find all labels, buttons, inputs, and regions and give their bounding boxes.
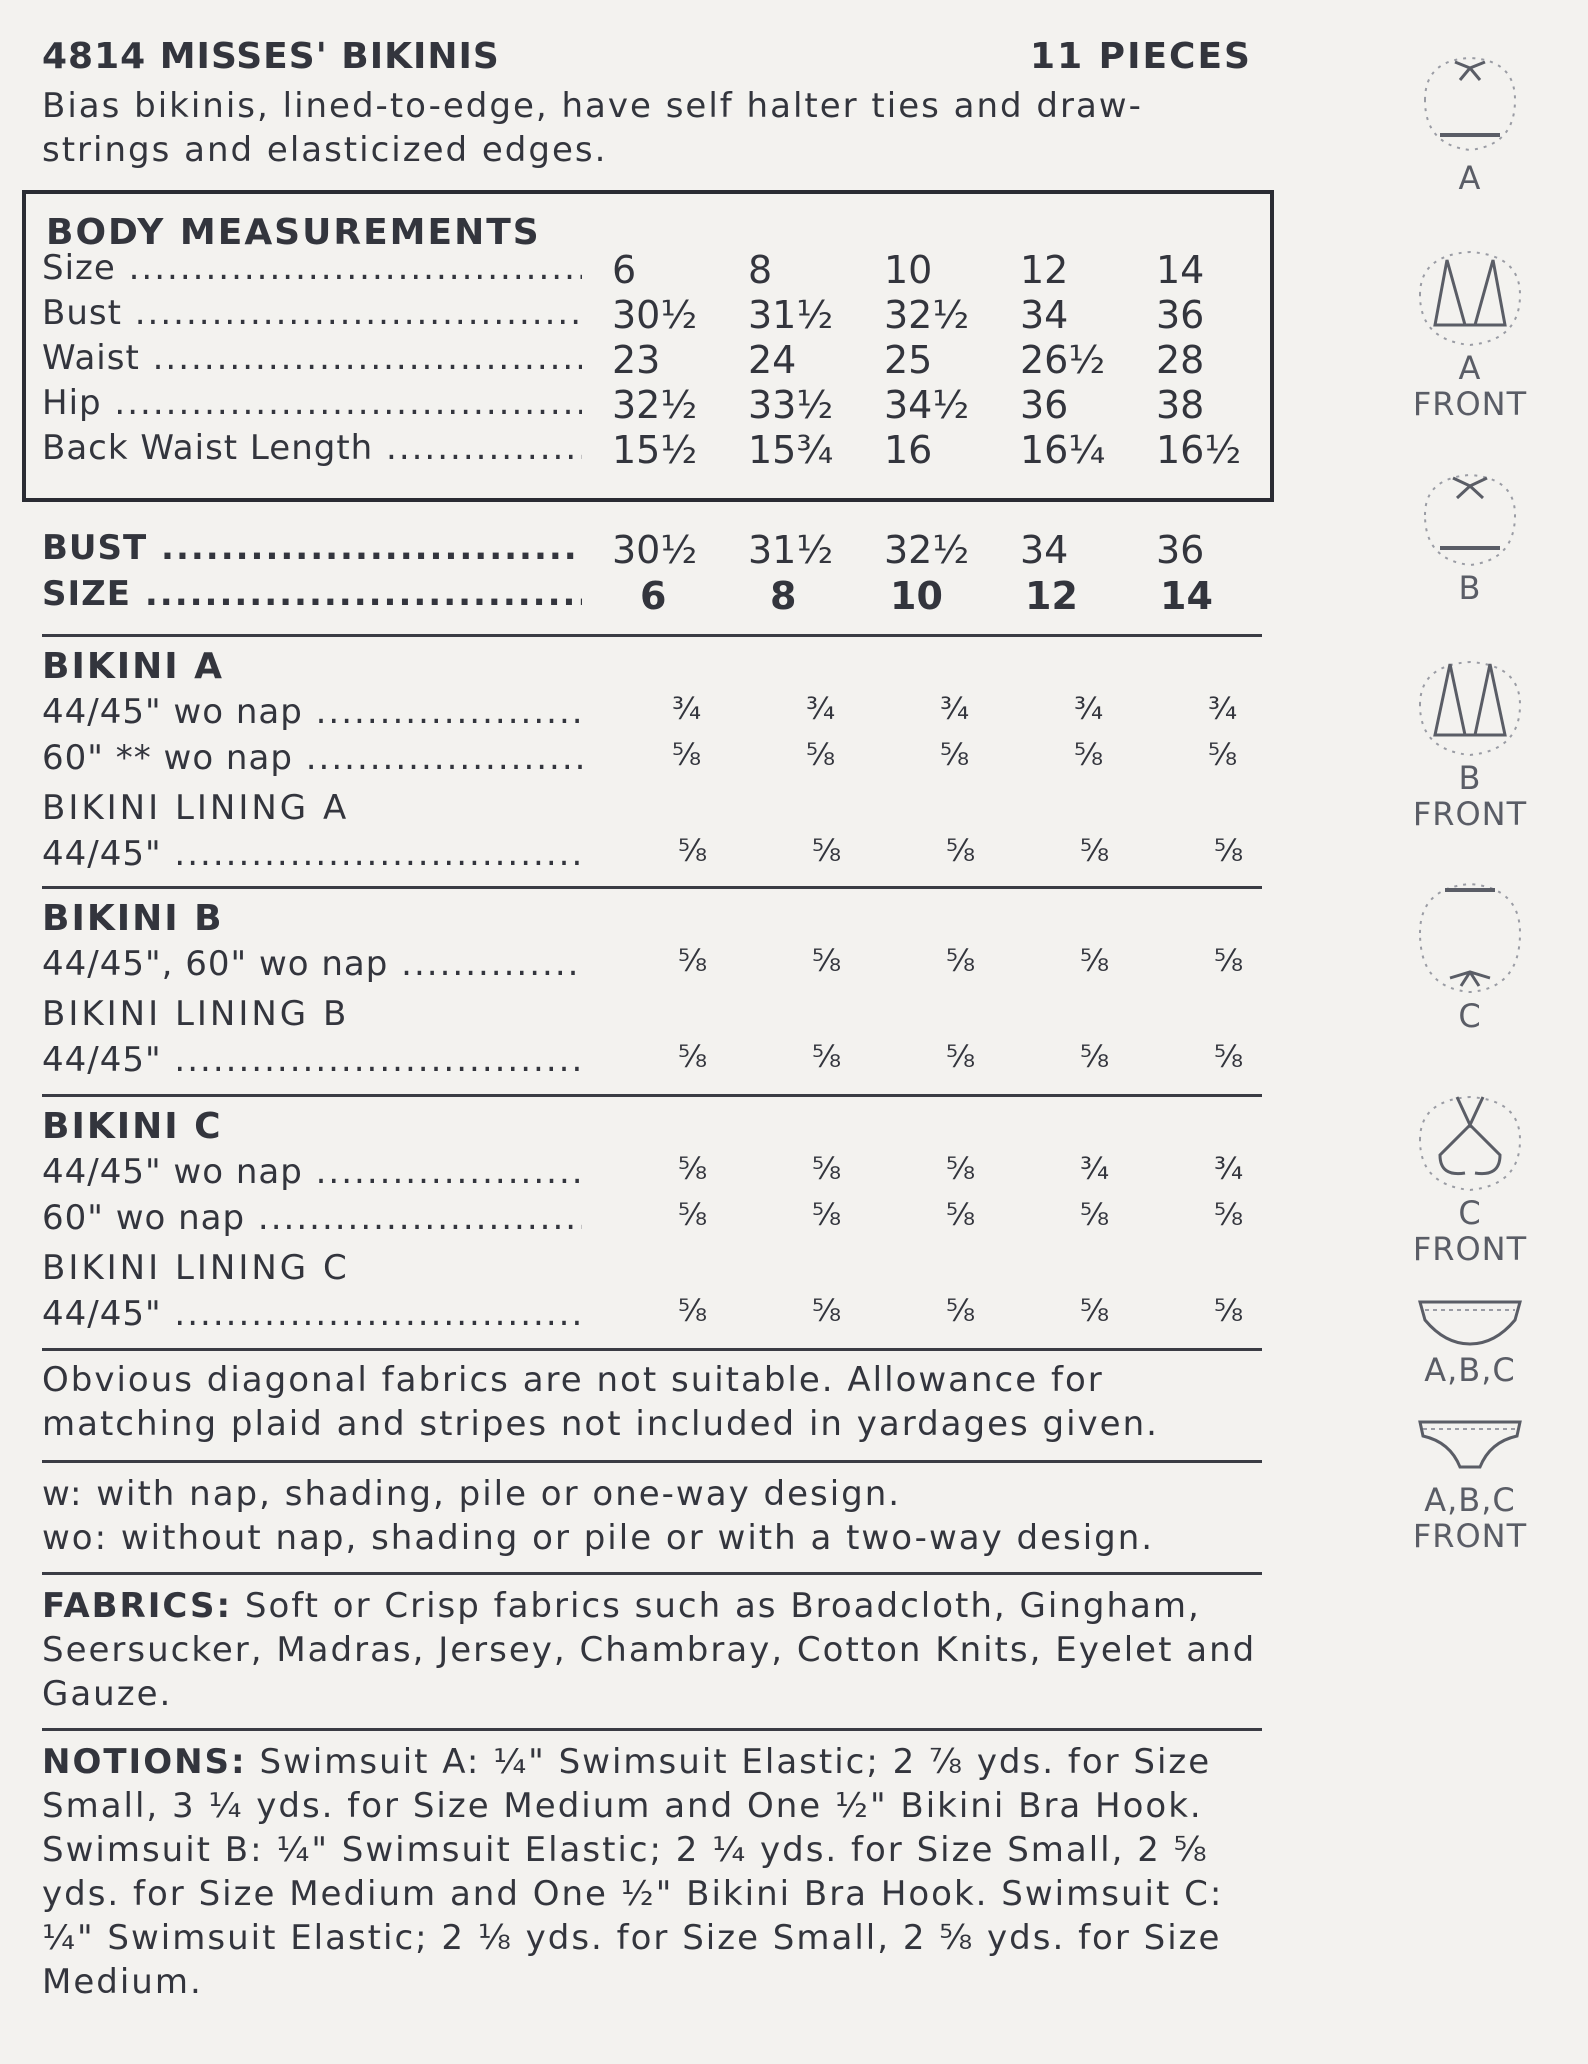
yardage-value: ¾: [672, 692, 702, 727]
yardage-value: ⅝: [946, 1152, 976, 1187]
bikini-b-title: BIKINI B: [42, 898, 224, 939]
size-chart-value: 32½: [884, 528, 970, 572]
yardage-value: ⅝: [1080, 1294, 1110, 1329]
sketch-label-front: FRONT: [1412, 1517, 1528, 1555]
bm-value: 25: [884, 338, 933, 382]
yardage-value: ⅝: [812, 1294, 842, 1329]
sketch-abc-bottom-front: [1390, 1412, 1550, 1554]
bm-value: 14: [1156, 248, 1205, 292]
yardage-value: ⅝: [678, 1198, 708, 1233]
yardage-label: 60" ** wo nap .....: [42, 738, 582, 778]
yardage-value: ⅝: [1080, 944, 1110, 979]
bm-value: 28: [1156, 338, 1205, 382]
bm-row-back-waist-length: [0, 428, 1280, 472]
bm-value: 6: [612, 248, 637, 292]
nap-definition-wo: wo: without nap, shading or pile or with a two-way design.: [42, 1518, 1155, 1558]
size-chart-value: 31½: [748, 528, 834, 572]
yardage-row: [0, 834, 1280, 878]
divider: [42, 1460, 1262, 1463]
bm-value: 34: [1020, 293, 1069, 337]
yardage-value: ⅝: [812, 1152, 842, 1187]
sketch-label-front: FRONT: [1412, 385, 1528, 423]
yardage-row: [0, 944, 1280, 988]
nap-definition-w: w: with nap, shading, pile or one-way design.: [42, 1474, 902, 1514]
bm-value: 16: [884, 428, 933, 472]
sketch-label: C: [1458, 1194, 1482, 1232]
yardage-value: ¾: [1074, 692, 1104, 727]
yardage-value: ⅝: [1074, 738, 1104, 773]
bikini-bottom-back-icon: [1395, 1292, 1545, 1352]
yardage-value: ⅝: [678, 1152, 708, 1187]
bm-value: 38: [1156, 383, 1205, 427]
yardage-value: ¾: [806, 692, 836, 727]
sketch-c-back: [1390, 868, 1550, 1034]
bikini-top-back-icon: [1395, 460, 1545, 570]
size-chart-value: 8: [770, 574, 797, 618]
sketch-label: A,B,C: [1424, 1481, 1516, 1519]
size-chart-label: BUST .....: [42, 528, 582, 568]
divider: [42, 1572, 1262, 1575]
bm-value: 24: [748, 338, 797, 382]
yardage-value: ⅝: [946, 944, 976, 979]
bm-label: Waist .....: [42, 338, 582, 378]
bm-value: 36: [1020, 383, 1069, 427]
yardage-value: ⅝: [946, 834, 976, 869]
bm-value: 32½: [884, 293, 970, 337]
bikini-a-title: BIKINI A: [42, 646, 225, 687]
bikini-lining-c-title: BIKINI LINING C: [42, 1248, 350, 1288]
bm-row-size: [0, 248, 1280, 292]
divider: [42, 1094, 1262, 1097]
bm-label: Hip .....: [42, 383, 582, 423]
divider: [42, 634, 1262, 637]
yardage-row: [0, 738, 1280, 782]
sketch-b-back: [1390, 460, 1550, 606]
yardage-value: ⅝: [812, 1198, 842, 1233]
yardage-value: ⅝: [946, 1294, 976, 1329]
yardage-value: ⅝: [678, 944, 708, 979]
yardage-label: 44/45" .....: [42, 834, 582, 874]
yardage-row: [0, 1294, 1280, 1338]
bm-value: 8: [748, 248, 773, 292]
yardage-value: ⅝: [1214, 1294, 1244, 1329]
yardage-label: 44/45" .....: [42, 1294, 582, 1334]
bm-value: 16½: [1156, 428, 1242, 472]
diagonal-fabric-note: Obvious diagonal fabrics are not suitable. Allowance for matching plaid and stripes not included in yardages given.: [42, 1360, 1159, 1444]
fabrics-text: Soft or Crisp fabrics such as Broadcloth, Gingham, Seersucker, Madras, Jersey, Chambray, Cotton Knits, Eyelet and Gauze.: [42, 1586, 1257, 1714]
yardage-value: ⅝: [1080, 834, 1110, 869]
sketch-label: B: [1458, 569, 1482, 607]
yardage-label: 44/45" wo nap .....: [42, 1152, 582, 1192]
size-chart-value: 30½: [612, 528, 698, 572]
bm-value: 33½: [748, 383, 834, 427]
size-chart-value: 12: [1025, 574, 1078, 618]
size-chart-value: 6: [640, 574, 667, 618]
yardage-value: ¾: [940, 692, 970, 727]
bikini-top-back-icon: [1395, 868, 1545, 998]
yardage-value: ⅝: [1214, 1198, 1244, 1233]
bikini-bottom-front-icon: [1395, 1412, 1545, 1482]
sketch-label: A,B,C: [1424, 1351, 1516, 1389]
notions-section: [42, 1740, 1257, 2004]
size-chart-bust-row: [0, 528, 1280, 572]
size-chart-value: 34: [1020, 528, 1069, 572]
yardage-value: ⅝: [946, 1198, 976, 1233]
yardage-label: 44/45" .....: [42, 1040, 582, 1080]
bm-value: 34½: [884, 383, 970, 427]
size-chart-size-row: [0, 574, 1280, 618]
bm-row-bust: [0, 293, 1280, 337]
bikini-c-title: BIKINI C: [42, 1106, 223, 1147]
yardage-value: ⅝: [806, 738, 836, 773]
size-chart-value: 14: [1160, 574, 1213, 618]
bikini-lining-a-title: BIKINI LINING A: [42, 788, 350, 828]
divider: [42, 1348, 1262, 1351]
yardage-row: [0, 1198, 1280, 1242]
bikini-top-front-icon: [1395, 240, 1545, 350]
sketch-a-back: [1390, 40, 1550, 196]
yardage-value: ¾: [1208, 692, 1238, 727]
sketch-label-front: FRONT: [1412, 1230, 1528, 1268]
yardage-row: [0, 1040, 1280, 1084]
sketch-b-front: [1390, 650, 1550, 832]
bm-value: 10: [884, 248, 933, 292]
pattern-title: 4814 MISSES' BIKINIS: [42, 36, 500, 77]
size-chart-value: 10: [890, 574, 943, 618]
sketch-label: B: [1458, 759, 1482, 797]
yardage-value: ⅝: [672, 738, 702, 773]
yardage-value: ⅝: [678, 1294, 708, 1329]
sketch-label: C: [1458, 997, 1482, 1035]
yardage-value: ⅝: [946, 1040, 976, 1075]
bm-value: 36: [1156, 293, 1205, 337]
bm-value: 31½: [748, 293, 834, 337]
bm-row-waist: [0, 338, 1280, 382]
bm-value: 32½: [612, 383, 698, 427]
sketch-abc-bottom-back: [1390, 1292, 1550, 1388]
yardage-label: 60" wo nap .....: [42, 1198, 582, 1238]
bikini-lining-b-title: BIKINI LINING B: [42, 994, 350, 1034]
size-chart-value: 36: [1156, 528, 1205, 572]
yardage-value: ⅝: [1080, 1198, 1110, 1233]
bm-value: 15½: [612, 428, 698, 472]
sketch-label: A: [1458, 159, 1482, 197]
yardage-value: ⅝: [678, 834, 708, 869]
yardage-value: ⅝: [1214, 1040, 1244, 1075]
yardage-label: 44/45" wo nap .....: [42, 692, 582, 732]
yardage-value: ⅝: [1214, 944, 1244, 979]
bm-label: Bust .....: [42, 293, 582, 333]
yardage-value: ¾: [1214, 1152, 1244, 1187]
bm-value: 23: [612, 338, 661, 382]
yardage-value: ¾: [1080, 1152, 1110, 1187]
yardage-value: ⅝: [940, 738, 970, 773]
bm-label: Size .....: [42, 248, 582, 288]
sketch-c-front: [1390, 1085, 1550, 1267]
fabrics-section: [42, 1584, 1257, 1716]
bm-value: 15¾: [748, 428, 834, 472]
yardage-value: ⅝: [678, 1040, 708, 1075]
notions-label: NOTIONS:: [42, 1742, 247, 1782]
bikini-top-back-icon: [1395, 40, 1545, 160]
fabrics-label: FABRICS:: [42, 1586, 233, 1626]
yardage-value: ⅝: [812, 1040, 842, 1075]
bm-value: 16¼: [1020, 428, 1106, 472]
pattern-pieces-count: 11 PIECES: [1030, 36, 1252, 77]
yardage-value: ⅝: [1208, 738, 1238, 773]
yardage-value: ⅝: [812, 834, 842, 869]
bm-value: 26½: [1020, 338, 1106, 382]
yardage-value: ⅝: [1214, 834, 1244, 869]
yardage-row: [0, 1152, 1280, 1196]
sketch-label: A: [1458, 349, 1482, 387]
bm-value: 30½: [612, 293, 698, 337]
yardage-value: ⅝: [812, 944, 842, 979]
bikini-top-front-icon: [1395, 650, 1545, 760]
pattern-description: Bias bikinis, lined-to-edge, have self halter ties and draw-strings and elasticized edges.: [42, 86, 1143, 170]
body-measurements-heading: BODY MEASUREMENTS: [46, 212, 541, 253]
yardage-value: ⅝: [1080, 1040, 1110, 1075]
bm-row-hip: [0, 383, 1280, 427]
divider: [42, 886, 1262, 889]
notions-text: Swimsuit A: ¼" Swimsuit Elastic; 2 ⅞ yds. for Size Small, 3 ¼ yds. for Size Medium and One ½" Bikini Bra Hook. Swimsuit B: ¼" Swimsuit Elastic; 2 ¼ yds. for Size Small, 2 ⅝ yds. for Size Medium and One ½" Bikini Bra Hook. Swimsuit C: ¼" Swimsuit Elastic; 2 ⅛ yds. for Size Small, 2 ⅝ yds. for Size Medium.: [42, 1742, 1224, 2002]
yardage-row: [0, 692, 1280, 736]
yardage-label: 44/45", 60" wo nap .....: [42, 944, 582, 984]
sketch-label-front: FRONT: [1412, 795, 1528, 833]
size-chart-label: SIZE .....: [42, 574, 582, 614]
bm-label: Back Waist Length .....: [42, 428, 582, 468]
bm-value: 12: [1020, 248, 1069, 292]
divider: [42, 1728, 1262, 1731]
sketch-a-front: [1390, 240, 1550, 422]
bikini-top-front-icon: [1395, 1085, 1545, 1195]
